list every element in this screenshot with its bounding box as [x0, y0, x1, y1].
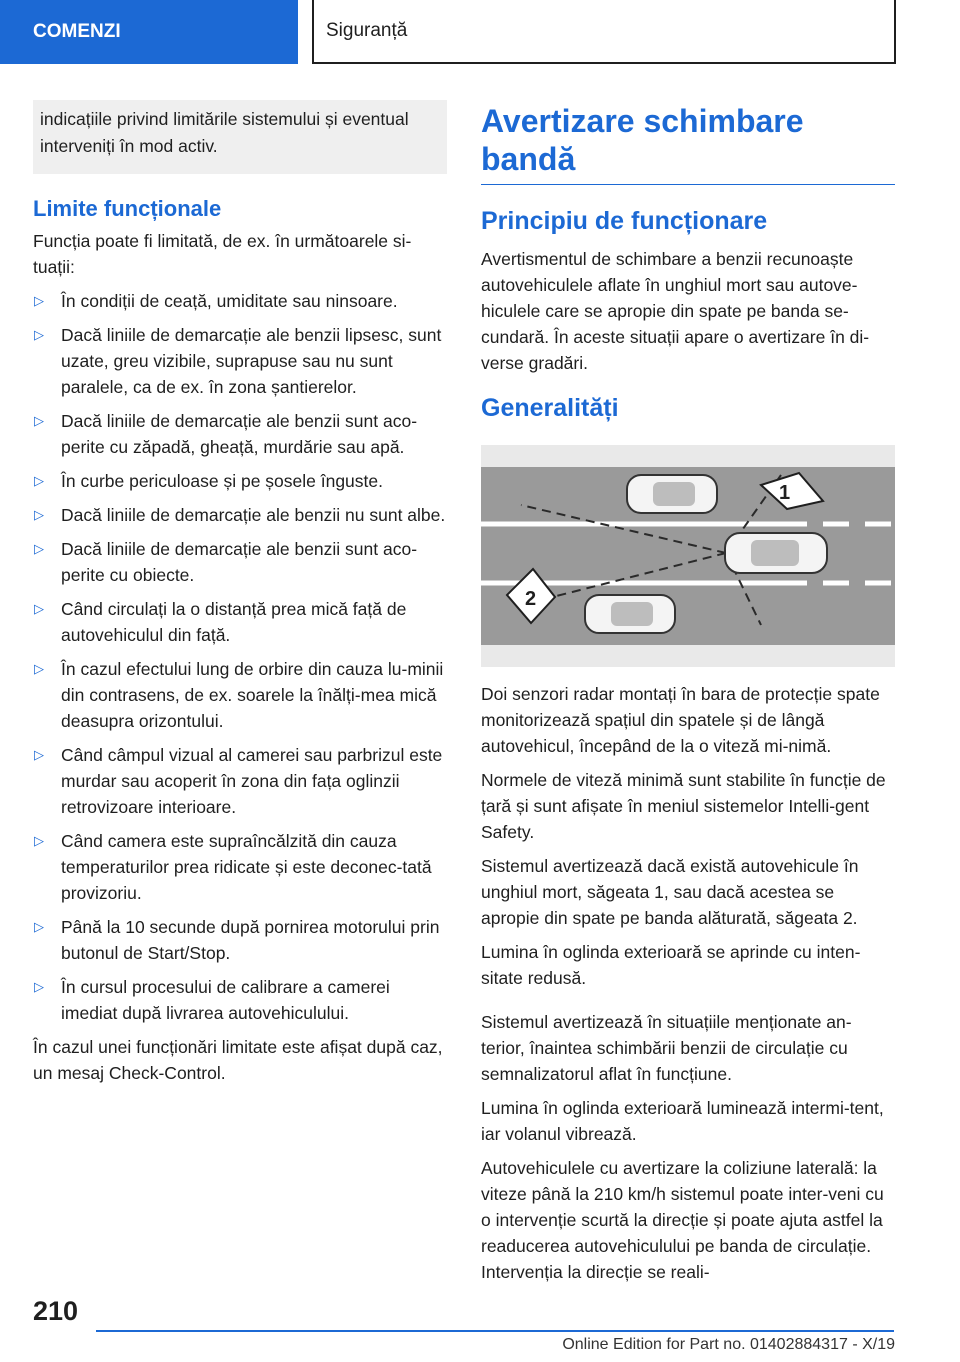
triangle-bullet-icon: ▷ [34, 601, 44, 616]
triangle-bullet-icon: ▷ [34, 413, 44, 428]
paragraph-flashing: Lumina în oglinda exterioară luminează intermi-tent, iar volanul vibrează. [481, 1098, 884, 1144]
triangle-bullet-icon: ▷ [34, 661, 44, 676]
list-item: ▷ Când circulați la o distanță prea mică față de autovehiculul din față. [33, 596, 449, 648]
list-item: ▷ Când camera este supraîncălzită din cauza temperaturilor prea ridicate și este deconec-tată provizoriu. [33, 828, 449, 906]
paragraph-collision: Autovehiculele cu avertizare la coliziune laterală: la viteze până la 210 km/h sistemul poate inter-veni cu o intervenție scurtă la direcție și poate ajuta astfel la readucerea autovehiculului pe banda de circulație. Intervenția la direcție se reali- [481, 1158, 884, 1282]
page-number: 210 [33, 1296, 79, 1326]
triangle-bullet-icon: ▷ [34, 327, 44, 342]
paragraph-radar: Doi senzori radar montați în bara de protecție spate monitorizează spațiul din spatele și de lângă autovehicul, începând de la o viteză mi-nimă. [481, 684, 880, 756]
limits-heading: Limite funcționale [33, 196, 222, 221]
svg-text:1: 1 [779, 482, 791, 504]
paragraph-mirror-light: Lumina în oglinda exterioară se aprinde cu inten-sitate redusă. [481, 942, 861, 988]
section-tab: Siguranță [312, 0, 896, 64]
footer-divider [96, 1330, 894, 1332]
principle-paragraph: Avertismentul de schimbare a benzii recunoaște autovehiculele aflate în unghiul mort sau autove-hiculele care se apropie din spate pe banda se-cundară. În aceste situații apare o avertizare în di-verse gradări. [481, 249, 870, 373]
list-item: ▷ În cursul procesului de calibrare a camerei imediat după livrarea autovehiculului. [33, 974, 449, 1026]
car-center-icon [725, 533, 827, 573]
right-column [481, 102, 895, 1293]
closing-paragraph: În cazul unei funcționări limitate este afișat după caz, un mesaj Check-Control. [33, 1037, 443, 1083]
list-item: ▷ Dacă liniile de demarcație ale benzii sunt aco-perite cu obiecte. [33, 536, 449, 588]
list-item: ▷ Până la 10 secunde după pornirea motorului prin butonul de Start/Stop. [33, 914, 449, 966]
list-item: ▷ În curbe periculoase și pe șosele înguste. [33, 468, 449, 494]
section-title: Avertizare schimbare bandă [481, 102, 895, 185]
limits-list [33, 288, 449, 1026]
blind-spot-illustration [481, 445, 895, 667]
car-bottom-left-icon [585, 595, 675, 633]
triangle-bullet-icon: ▷ [34, 919, 44, 934]
list-item: ▷ Dacă liniile de demarcație ale benzii nu sunt albe. [33, 502, 449, 528]
paragraph-warning: Sistemul avertizează dacă există autovehicule în unghiul mort, săgeata 1, sau dacă acestea se apropie din spate pe banda alăturată, săgeata 2. [481, 856, 859, 928]
svg-text:2: 2 [525, 588, 537, 610]
list-item: ▷ Dacă liniile de demarcație ale benzii lipsesc, sunt uzate, greu vizibile, suprapuse sau nu sunt paralele, ca de ex. în zona șantierelor. [33, 322, 449, 400]
triangle-bullet-icon: ▷ [34, 541, 44, 556]
triangle-bullet-icon: ▷ [34, 833, 44, 848]
triangle-bullet-icon: ▷ [34, 979, 44, 994]
footer-edition: Online Edition for Part no. 01402884317 - X/19 [562, 1336, 895, 1353]
list-item: ▷ Când câmpul vizual al camerei sau parbrizul este murdar sau acoperit în zona din fața oglinzii retrovizoare interioare. [33, 742, 449, 820]
triangle-bullet-icon: ▷ [34, 747, 44, 762]
principle-heading: Principiu de funcționare [481, 207, 768, 235]
car-top-left-icon [627, 475, 717, 513]
triangle-bullet-icon: ▷ [34, 293, 44, 308]
paragraph-speed: Normele de viteză minimă sunt stabilite în funcție de țară și sunt afișate în meniul sistemelor Intelli-gent Safety. [481, 770, 886, 842]
list-item: ▷ În condiții de ceață, umiditate sau ninsoare. [33, 288, 449, 314]
paragraph-turn-signal: Sistemul avertizează în situațiile menționate an-terior, înaintea schimbării benzii de circulație cu semnalizatorul aflat în funcțiune. [481, 1012, 852, 1084]
left-column [33, 196, 449, 1094]
general-heading: Generalități [481, 394, 619, 422]
list-item: ▷ Dacă liniile de demarcație ale benzii sunt aco-perite cu zăpadă, gheață, murdărie sau apă. [33, 408, 449, 460]
triangle-bullet-icon: ▷ [34, 473, 44, 488]
note-box: indicațiile privind limitările sistemului și eventual interveniți în mod activ. [33, 100, 447, 174]
limits-intro: Funcția poate fi limitată, de ex. în următoarele si-tuații: [33, 231, 412, 277]
chapter-tab[interactable]: COMENZI [0, 0, 298, 64]
triangle-bullet-icon: ▷ [34, 507, 44, 522]
list-item: ▷ În cazul efectului lung de orbire din cauza lu-minii din contrasens, de ex. soarele la înălți-mea mică deasupra orizontului. [33, 656, 449, 734]
